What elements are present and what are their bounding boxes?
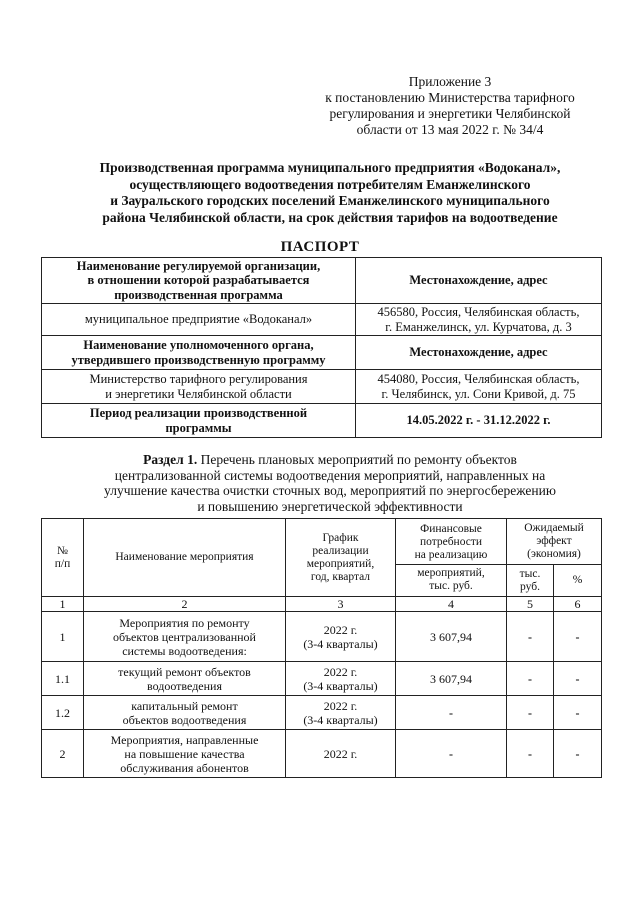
appendix-line: регулирования и энергетики Челябинской	[329, 106, 571, 121]
header-rub-line: тыс.	[519, 567, 541, 580]
row-finance: 3 607,94	[396, 612, 507, 662]
period-value-cell: 14.05.2022 г. - 31.12.2022 г.	[356, 404, 602, 438]
header-effect-line: Ожидаемый	[524, 522, 584, 534]
measures-table	[41, 518, 602, 778]
authority-name-cell	[42, 370, 356, 404]
row-schedule-line: 2022 г.	[323, 746, 358, 761]
row-effect-pct: -	[554, 612, 602, 662]
column-number-row	[42, 597, 602, 612]
header-schedule	[286, 519, 396, 597]
passport-row	[42, 304, 602, 336]
row-name-line: текущий ремонт объектов	[118, 664, 251, 679]
header-finance-line: Финансовые	[420, 522, 482, 535]
document-title	[60, 160, 600, 226]
row-effect-pct: -	[554, 662, 602, 696]
header-num	[42, 519, 84, 597]
column-number: 2	[84, 597, 286, 612]
period-label-cell	[42, 404, 356, 438]
header-finance-line: тыс. руб.	[429, 579, 473, 592]
org-address-line: 456580, Россия, Челябинская область,	[377, 305, 580, 319]
row-schedule-line: 2022 г.	[323, 698, 358, 713]
org-header-line: Наименование регулируемой организации,	[76, 258, 321, 273]
row-name	[84, 730, 286, 778]
header-effect-pct: %	[554, 565, 602, 597]
row-name-line: объектов водоотведения	[122, 712, 247, 727]
title-line: района Челябинской области, на срок действия тарифов на водоотведение	[102, 209, 558, 225]
row-schedule-line: 2022 г.	[323, 664, 358, 679]
section-heading-line: и повышению энергетической эффективности	[197, 498, 463, 514]
org-address-header: Местонахождение, адрес	[356, 258, 602, 304]
table-row	[42, 662, 602, 696]
row-name	[84, 696, 286, 730]
row-name-line: Мероприятия, направленные	[110, 732, 259, 747]
org-header-line: в отношении которой разрабатывается	[87, 273, 310, 288]
row-num: 1.1	[42, 662, 84, 696]
section-heading-text: Перечень плановых мероприятий по ремонту объектов	[197, 452, 517, 467]
authority-name-line: Министерство тарифного регулирования	[89, 372, 308, 386]
header-num-line: №	[57, 544, 68, 557]
period-label-line: программы	[165, 420, 232, 435]
authority-header-line: утвердившего производственную программу	[71, 352, 326, 367]
authority-address-line: 454080, Россия, Челябинская область,	[377, 372, 580, 386]
authority-address-header: Местонахождение, адрес	[356, 336, 602, 370]
row-schedule	[286, 730, 396, 778]
authority-address-cell	[356, 370, 602, 404]
row-effect-rub: -	[507, 730, 554, 778]
header-effect-line: (экономия)	[527, 548, 581, 560]
row-name-line: объектов централизованной	[113, 629, 256, 644]
header-rub-line: руб.	[520, 580, 540, 593]
authority-name-line: и энергетики Челябинской области	[105, 386, 292, 401]
column-number: 1	[42, 597, 84, 612]
row-num: 2	[42, 730, 84, 778]
row-schedule-line: (3-4 кварталы)	[303, 636, 378, 651]
header-schedule-line: год, квартал	[310, 570, 371, 583]
column-number: 5	[507, 597, 554, 612]
row-effect-rub: -	[507, 696, 554, 730]
authority-header-line: Наименование уполномоченного органа,	[83, 338, 314, 352]
row-name-line: капитальный ремонт	[131, 698, 238, 713]
row-finance: -	[396, 696, 507, 730]
table-row	[42, 696, 602, 730]
row-schedule	[286, 662, 396, 696]
authority-address-line: г. Челябинск, ул. Сони Кривой, д. 75	[381, 386, 576, 401]
period-label-line: Период реализации производственной	[89, 406, 308, 420]
header-schedule-line: реализации	[312, 544, 369, 557]
row-num: 1	[42, 612, 84, 662]
header-effect	[507, 519, 602, 565]
header-schedule-line: График	[322, 531, 359, 544]
column-number: 3	[286, 597, 396, 612]
passport-row	[42, 258, 602, 304]
row-name	[84, 612, 286, 662]
row-name-line: на повышение качества	[124, 746, 245, 761]
header-finance-sub	[396, 564, 506, 593]
table-row	[42, 730, 602, 778]
row-name-line: водоотведения	[147, 678, 222, 693]
header-finance-line: потребности	[419, 535, 483, 548]
header-effect-rub	[507, 565, 554, 597]
org-address-line: г. Еманжелинск, ул. Курчатова, д. 3	[385, 319, 572, 334]
row-num: 1.2	[42, 696, 84, 730]
row-name-line: системы водоотведения:	[122, 643, 247, 658]
section-1-heading	[60, 452, 600, 514]
passport-row	[42, 370, 602, 404]
appendix-note	[300, 74, 600, 138]
title-line: и Зауральского городских поселений Еманжелинского муниципального	[110, 193, 550, 208]
row-finance: -	[396, 730, 507, 778]
row-schedule	[286, 696, 396, 730]
row-finance: 3 607,94	[396, 662, 507, 696]
row-name-line: обслуживания абонентов	[120, 760, 249, 775]
table-row	[42, 612, 602, 662]
header-row	[42, 519, 602, 565]
org-header-line: производственная программа	[114, 287, 283, 302]
passport-row	[42, 404, 602, 438]
header-effect-line: эффект	[536, 535, 572, 547]
column-number: 6	[554, 597, 602, 612]
header-num-line: п/п	[54, 557, 71, 570]
org-name-cell: муниципальное предприятие «Водоканал»	[42, 304, 356, 336]
row-effect-pct: -	[554, 696, 602, 730]
row-effect-rub: -	[507, 662, 554, 696]
title-line: осуществляющего водоотведения потребителям Еманжелинского	[129, 176, 531, 192]
section-heading-line: улучшение качества очистки сточных вод, мероприятий по энергосбережению	[104, 483, 556, 498]
header-finance-line: мероприятий,	[417, 566, 485, 579]
org-address-cell	[356, 304, 602, 336]
row-schedule-line: 2022 г.	[323, 622, 358, 637]
header-finance-line: на реализацию	[414, 548, 488, 561]
passport-table	[41, 257, 602, 438]
passport-heading: ПАСПОРТ	[280, 239, 360, 255]
title-line: Производственная программа муниципального предприятия «Водоканал»,	[99, 160, 561, 175]
section-label: Раздел 1.	[143, 452, 198, 467]
row-name	[84, 662, 286, 696]
header-schedule-line: мероприятий,	[306, 557, 375, 570]
passport-row	[42, 336, 602, 370]
row-schedule-line: (3-4 кварталы)	[303, 678, 378, 693]
row-name-line: Мероприятия по ремонту	[119, 615, 250, 630]
column-number: 4	[396, 597, 507, 612]
appendix-line: Приложение 3	[408, 74, 492, 89]
row-schedule-line: (3-4 кварталы)	[303, 712, 378, 727]
header-finance	[396, 519, 507, 597]
authority-header-cell	[42, 336, 356, 370]
header-name: Наименование мероприятия	[84, 519, 286, 597]
section-heading-line	[60, 452, 600, 468]
appendix-line: к постановлению Министерства тарифного	[325, 90, 575, 105]
row-schedule	[286, 612, 396, 662]
row-effect-rub: -	[507, 612, 554, 662]
row-effect-pct: -	[554, 730, 602, 778]
section-heading-line: централизованной системы водоотведения мероприятий, направленных на	[114, 467, 546, 483]
org-header-cell	[42, 258, 356, 304]
appendix-line: области от 13 мая 2022 г. № 34/4	[356, 122, 544, 137]
